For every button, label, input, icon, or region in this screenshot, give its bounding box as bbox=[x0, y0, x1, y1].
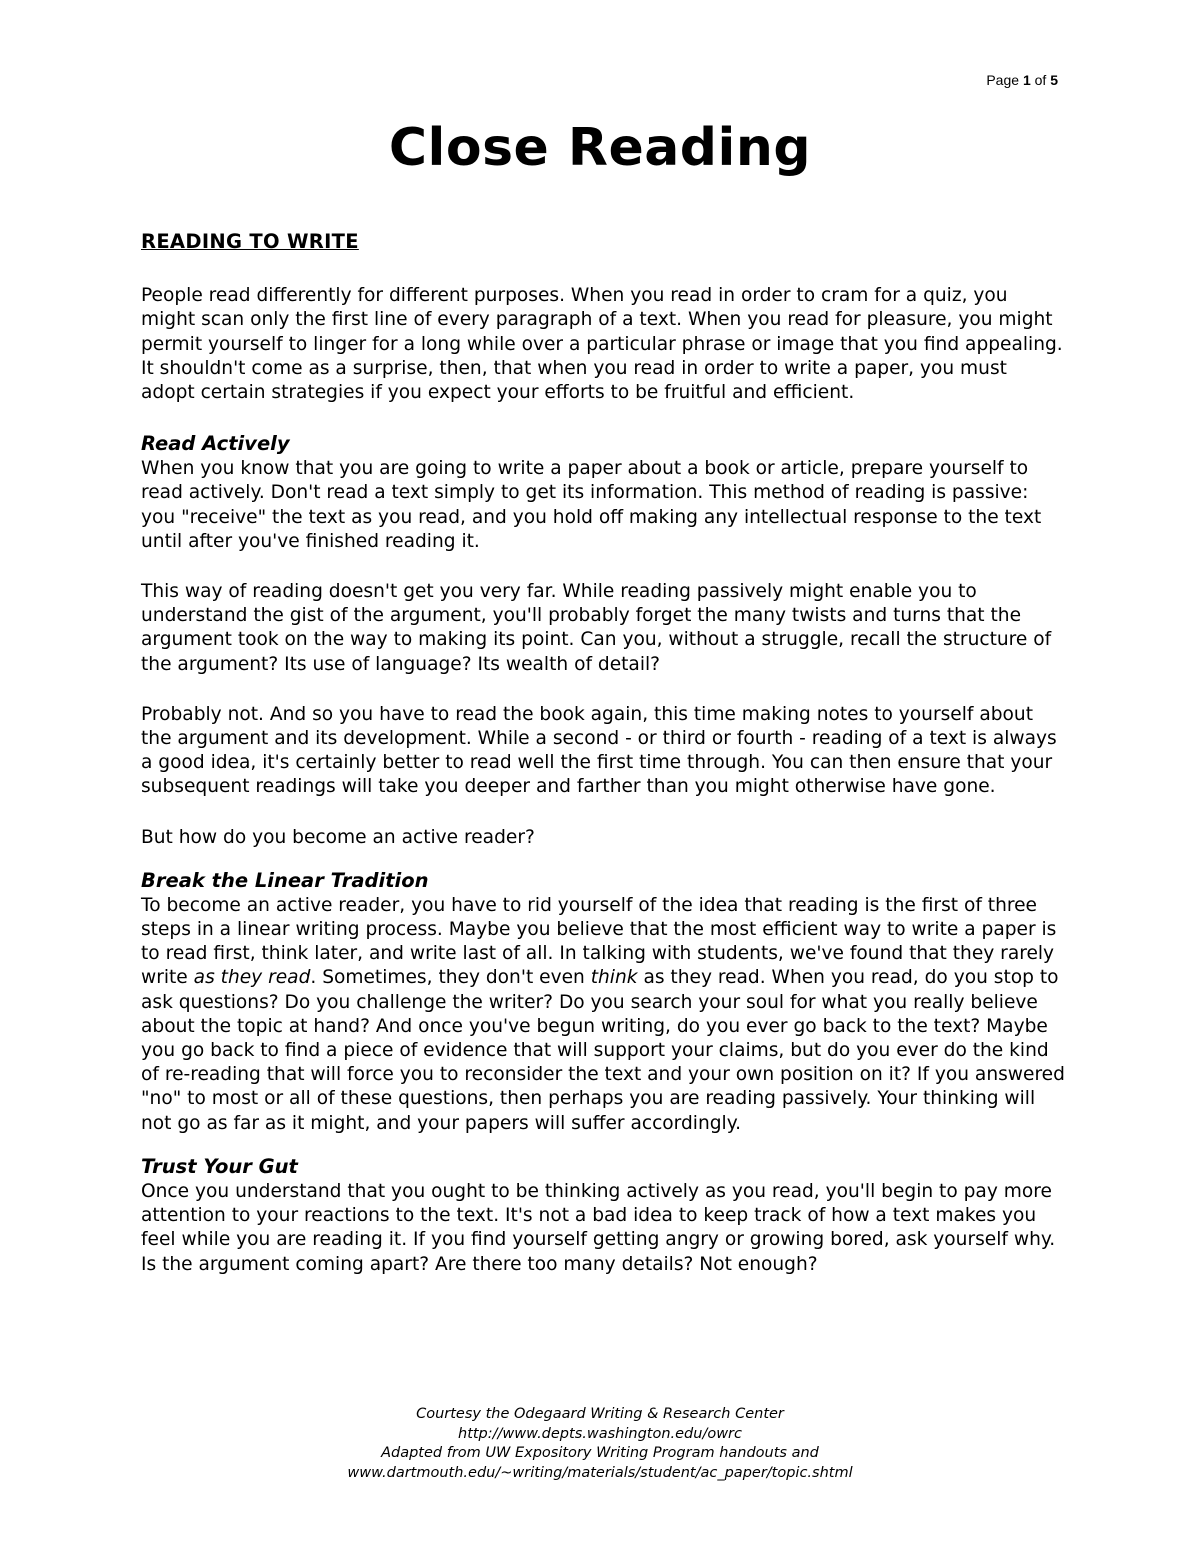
break-linear-text-a: To become an active reader, you have to rid yourself of the idea that reading is the first of three steps in a linear writing process. Maybe you believe that the most efficient way to write a paper is to read first, think later, and write last of all. In talking with students, we've found that they rarely write bbox=[141, 894, 1057, 989]
break-linear-text-b: . Sometimes, they don't even bbox=[310, 967, 591, 989]
document-body bbox=[141, 230, 1066, 1303]
document-title: Close Reading bbox=[388, 118, 812, 178]
subheading-read-actively: Read Actively bbox=[141, 432, 290, 456]
read-actively-paragraph-1: When you know that you are going to write a paper about a book or article, prepare yourself to read actively. Don't read a text simply to get its information. This method of reading is passive: you "receive" the text as you read, and you hold off making any intellectual response to the text until after you've finished reading it. bbox=[141, 458, 1042, 552]
read-actively-paragraph-4: But how do you become an active reader? bbox=[141, 826, 535, 848]
page-of: of bbox=[1030, 72, 1051, 88]
page-prefix: Page bbox=[986, 72, 1023, 88]
page-total: 5 bbox=[1050, 72, 1058, 88]
read-actively-paragraph-3: Probably not. And so you have to read the book again, this time making notes to yourself about the argument and its development. While a second - or third or fourth - reading of a text is always a good idea, it's certainly better to read well the first time through. You can then ensure that your subsequent readings will take you deeper and farther than you might otherwise have gone. bbox=[141, 703, 1057, 798]
footer-adapted: Adapted from UW Expository Writing Program handouts and bbox=[381, 1445, 819, 1461]
section-heading: READING TO WRITE bbox=[141, 230, 359, 253]
page-number bbox=[986, 72, 1058, 88]
page-current: 1 bbox=[1022, 72, 1031, 88]
emphasis-think: think bbox=[590, 967, 638, 989]
footer-source-url: www.dartmouth.edu/~writing/materials/student/ac_paper/topic.shtml bbox=[347, 1464, 853, 1481]
break-linear-text-c: as they read. When you read, do you stop to ask questions? Do you challenge the writer? Do you search your soul for what you really believe about the topic at hand? And once you've begun writing, do you ever go back to the text? Maybe you go back to find a piece of evidence that will support your claims, but do you ever do the kind of re-reading that will force you to reconsider the text and your own position on it? If you answered "no" to most or all of these questions, then perhaps you are reading passively. Your thinking will not go as far as it might, and your papers will suffer accordingly. bbox=[141, 967, 1065, 1134]
emphasis-as-they-read: as they read bbox=[193, 967, 311, 989]
read-actively-paragraph-2: This way of reading doesn't get you very far. While reading passively might enable you to understand the gist of the argument, you'll probably forget the many twists and turns that the argument took on the way to making its point. Can you, without a struggle, recall the structure of the argument? Its use of language? Its wealth of detail? bbox=[141, 581, 1052, 675]
footer-url: http://www.depts.washington.edu/owrc bbox=[458, 1425, 742, 1442]
intro-paragraph: People read differently for different purposes. When you read in order to cram for a quiz, you might scan only the first line of every paragraph of a text. When you read for pleasure, you might permit yourself to linger for a long while over a particular phrase or image that you find appealing. It shouldn't come as a surprise, then, that when you read in order to write a paper, you must adopt certain strategies if you expect your efforts to be fruitful and efficient. bbox=[141, 285, 1063, 404]
footer-courtesy: Courtesy the Odegaard Writing & Research Center bbox=[416, 1406, 784, 1422]
trust-gut-paragraph: Once you understand that you ought to be thinking actively as you read, you'll begin to pay more attention to your reactions to the text. It's not a bad idea to keep track of how a text makes you feel while you are reading it. If you find yourself getting angry or growing bored, ask yourself why. Is the argument coming apart? Are there too many details? Not enough? bbox=[141, 1180, 1056, 1275]
break-linear-paragraph bbox=[141, 894, 1066, 1136]
footer bbox=[0, 1405, 1200, 1483]
subheading-trust-gut: Trust Your Gut bbox=[141, 1154, 298, 1178]
subheading-break-linear: Break the Linear Tradition bbox=[141, 868, 429, 892]
